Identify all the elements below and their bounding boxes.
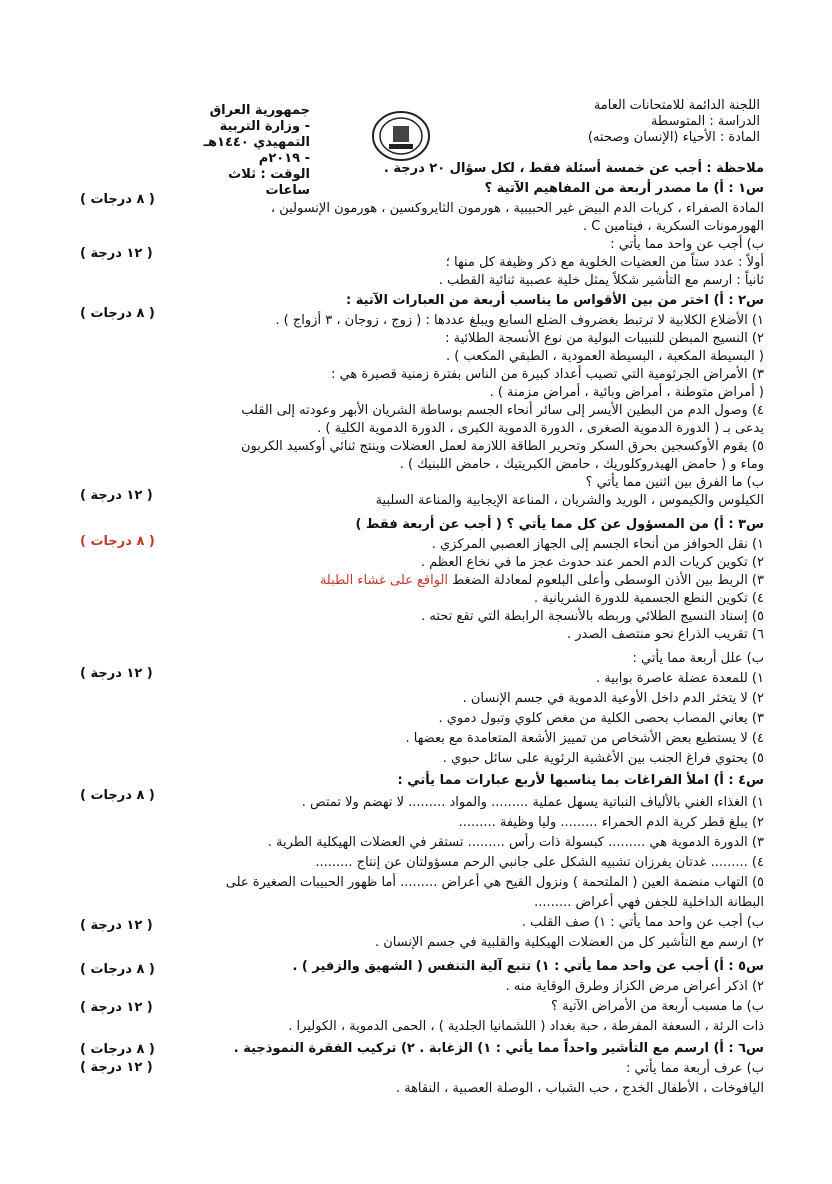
q3-line: ب) علل أربعة مما يأتي : <box>632 651 764 666</box>
q3-line: ٤) تكوين النطع الجسمية للدورة الشريانية . <box>534 591 764 606</box>
q6b-mark: ( ١٢ درجة ) <box>80 1060 153 1075</box>
q3-line: ٥) إسناد النسيج الطلائي وربطه بالأنسجة الرابطة التي تقع تحته . <box>421 609 764 624</box>
q3-line <box>320 572 764 590</box>
q3-line: ١) نقل الحوافز من أنحاء الجسم إلى الجهاز العصبي المركزي . <box>431 537 764 552</box>
q4-line: البطانة الداخلية للجفن فهي أعراض ......... <box>534 895 764 910</box>
q1-line: أولاً : عدد ستاً من العضيات الخلوية مع ذكر وظيفة كل منها ؛ <box>445 255 764 270</box>
q1b-mark: ( ١٢ درجة ) <box>80 246 153 261</box>
q2b-mark: ( ١٢ درجة ) <box>80 488 153 503</box>
q5b-mark: ( ١٢ درجة ) <box>80 1000 153 1015</box>
q3-line: س٣ : أ) من المسؤول عن كل مما يأتي ؟ ( أجب عن أربعة فقط ) <box>355 517 764 532</box>
q1-line: ثانياً : ارسم مع التأشير شكلاً يمثل خلية عصبية ثنائية القطب . <box>438 273 764 288</box>
q3-line-handwritten: الواقع على غشاء الطبلة <box>319 573 449 588</box>
q2-line: يدعى بـ ( الدورة الدموية الصغرى ، الدورة الدموية الكبرى ، الدورة الدموية الكلية ) . <box>317 421 764 436</box>
q5-line: ذات الرئة ، السعفة المفرطة ، حبة بغداد ( اللشمانيا الجلدية ) ، الحمى الدموية ، الكوليرا . <box>288 1019 764 1034</box>
q6a-mark: ( ٨ درجات ) <box>80 1042 155 1057</box>
q5a-mark: ( ٨ درجات ) <box>80 962 155 977</box>
header-left-line: جمهورية العراق - وزارة التربية <box>209 103 310 134</box>
q2-line: ١) الأضلاع الكلابية لا ترتبط بغضروف الضلع السابع ويبلغ عددها : ( زوج ، زوجان ، ٣ أزواج ) . <box>275 313 764 328</box>
q2-line: ٤) وصول الدم من البطين الأيسر إلى سائر أنحاء الجسم بوساطة الشريان الأبهر وعودته إلى القلب <box>241 403 764 418</box>
q4-line: ٣) الدورة الدموية هي ......... كبسولة ذات رأس ......... تستقر في العضلات الهيكلية الطرية . <box>267 835 764 850</box>
q2-line: ٢) النسيج المبطن للنبيبات البولية من نوع الأنسجة الطلائية : <box>445 331 764 346</box>
q3-line: ٢) لا يتخثر الدم داخل الأوعية الدموية في جسم الإنسان . <box>462 691 764 706</box>
header-right-line: اللجنة الدائمة للامتحانات العامة <box>593 98 760 113</box>
q6-line: اليافوخات ، الأطفال الخدج ، حب الشباب ، الوصلة العصبية ، النقاهة . <box>395 1081 764 1096</box>
q4-line: ١) الغذاء الغني بالألياف النباتية يسهل عملية ......... والمواد ......... لا تهضم ولا تمتص . <box>301 795 764 810</box>
q5-line: ب) ما مسبب أربعة من الأمراض الآتية ؟ <box>551 999 764 1014</box>
header-right-line: الدراسة : المتوسطة <box>650 114 760 129</box>
q2-line: ٥) يقوم الأوكسجين بحرق السكر وتحرير الطاقة اللازمة لعمل العضلات وينتج ثنائي أوكسيد الكربون <box>240 439 764 454</box>
q2-line: ٣) الأمراض الجرثومية التي تصيب أعداد كبيرة من الناس بفترة زمنية قصيرة هي : <box>331 367 764 382</box>
q1-line: ب) أجب عن واحد مما يأتي : <box>610 237 764 252</box>
q4-line: ٢) يبلغ قطر كرية الدم الحمراء ......... وليا وظيفة ......... <box>458 815 764 830</box>
q3-line: ٤) لا يستطيع بعض الأشخاص من تمييز الأشعة المتعامدة مع بعضها . <box>405 731 764 746</box>
q2-line: ( أمراض متوطنة ، أمراض وبائية ، أمراض مزمنة ) . <box>489 385 764 400</box>
header-left-line: التمهيدي ١٤٤٠هـ - ٢٠١٩م <box>203 135 310 166</box>
q3-line: ٥) يحتوي فراغ الجنب بين الأغشية الرئوية على سائل حبوي . <box>442 751 764 766</box>
q2-line: ( البسيطة المكعبة ، البسيطة العمودية ، الطبقي المكعب ) . <box>445 349 764 364</box>
q3b-mark: ( ١٢ درجة ) <box>80 666 153 681</box>
q3-line: ٦) تقريب الذراع نحو منتصف الصدر . <box>567 627 764 642</box>
q5-line: ٢) اذكر أعراض مرض الكزاز وطرق الوقاية منه . <box>505 979 764 994</box>
q4-line: ٢) ارسم مع التأشير كل من العضلات الهيكلية والقلبية في جسم الإنسان . <box>374 935 764 950</box>
q2a-mark: ( ٨ درجات ) <box>80 306 155 321</box>
header-left-line: الوقت : ثلاث ساعات <box>228 167 310 198</box>
header-right <box>540 98 760 146</box>
q3-line: ١) للمعدة عضلة عاصرة بوابية . <box>595 671 764 686</box>
q3-line-text: ٣) الربط بين الأذن الوسطى وأعلى البلعوم لمعادلة الضغط <box>452 573 764 588</box>
q4-line: ٥) التهاب منضمة العين ( الملتحمة ) ونزول القيح هي أعراض ......... أما ظهور الحبيبات الصغيرة على <box>225 875 764 890</box>
exam-note: ملاحظة : أجب عن خمسة أسئلة فقط ، لكل سؤال ٢٠ درجة . <box>383 161 764 176</box>
q6-line: س٦ : أ) ارسم مع التأشير واحداً مما يأتي : ١) الزغابة . ٢) تركيب الفقرة النموذجية . <box>233 1041 764 1056</box>
q1-line: س١ : أ) ما مصدر أربعة من المفاهيم الآتية ؟ <box>484 181 764 196</box>
q3a-mark: ( ٨ درجات ) <box>80 534 155 549</box>
q2-line: الكيلوس والكيموس ، الوريد والشريان ، المناعة الإيجابية والمناعة السلبية <box>375 493 764 508</box>
q3-line: ٢) تكوين كريات الدم الحمر عند حدوث عجز ما في نخاع العظم . <box>420 555 764 570</box>
q4b-mark: ( ١٢ درجة ) <box>80 918 153 933</box>
ministry-seal-icon <box>371 110 431 162</box>
q1-line: الهورمونات السكرية ، فيتامين C . <box>582 219 764 234</box>
q2-line: ب) ما الفرق بين اثنين مما يأتي ؟ <box>585 475 764 490</box>
q4a-mark: ( ٨ درجات ) <box>80 788 155 803</box>
q6-line: ب) عرف أربعة مما يأتي : <box>626 1061 764 1076</box>
q2-line: س٢ : أ) اختر من بين الأقواس ما يناسب أربعة من العبارات الآتية : <box>346 293 764 308</box>
q4-line: س٤ : أ) املأ الفراغات بما يناسبها لأربع عبارات مما يأتي : <box>397 773 764 788</box>
q4-line: ٤) ......... غدتان يفرزان تشبيه الشكل على جانبي الرحم مسؤولتان عن إنتاج ......... <box>315 855 764 870</box>
q1a-mark: ( ٨ درجات ) <box>80 192 155 207</box>
header-right-line: المادة : الأحياء (الإنسان وصحته) <box>587 130 760 145</box>
q1-line: المادة الصفراء ، كريات الدم البيض غير الحبيبية ، هورمون الثايروكسين ، هورمون الإنسولين ، <box>270 201 764 216</box>
q4-line: ب) أجب عن واحد مما يأتي : ١) صف القلب . <box>521 915 764 930</box>
q5-line: س٥ : أ) أجب عن واحد مما يأتي : ١) تتبع آلية التنفس ( الشهيق والزفير ) . <box>292 959 764 974</box>
q3-line: ٣) يعاني المصاب بحصى الكلية من مغص كلوي وتبول دموي . <box>438 711 764 726</box>
q2-line: وماء و ( حامض الهيدروكلوريك ، حامض الكبريتيك ، حامض اللبنيك ) . <box>399 457 764 472</box>
header-left <box>200 103 310 199</box>
